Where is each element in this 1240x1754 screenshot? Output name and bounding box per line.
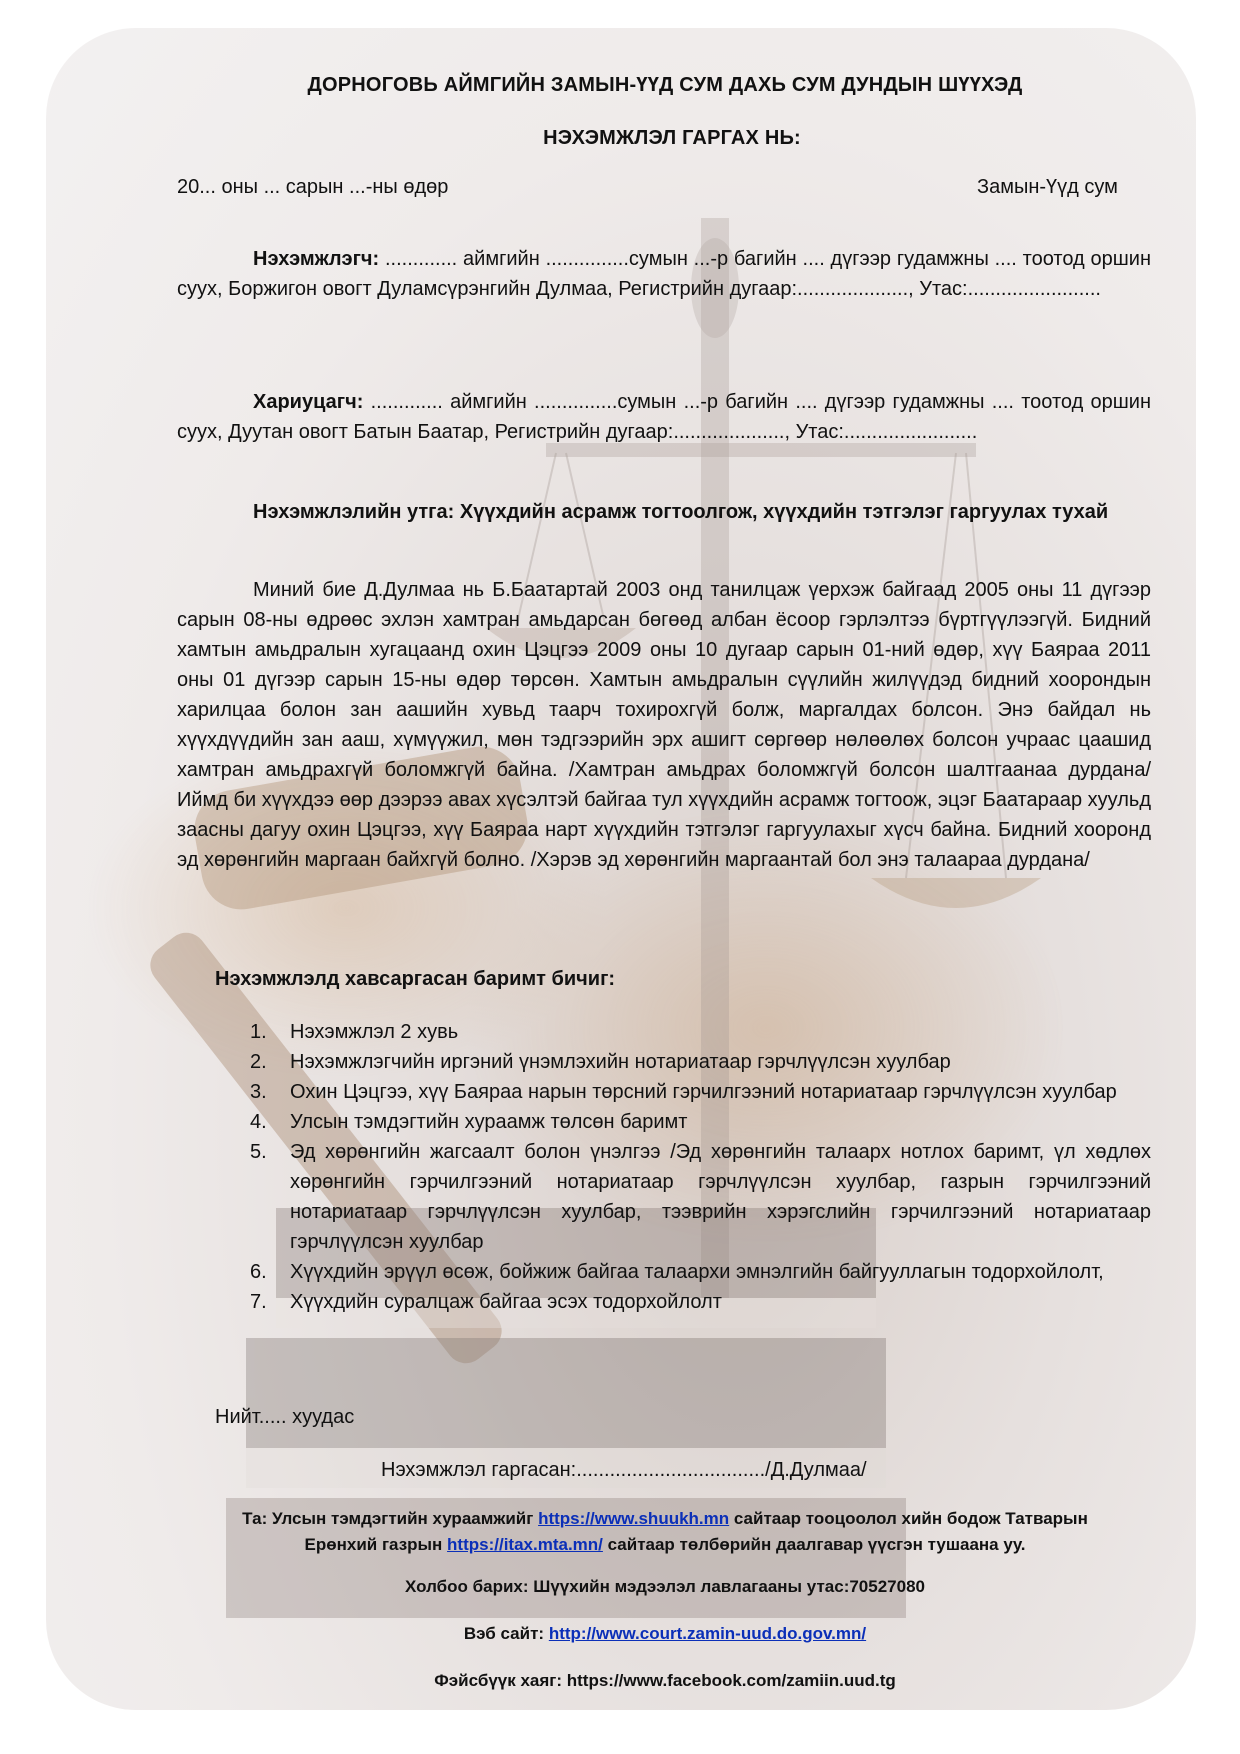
defendant-paragraph <box>177 387 1151 447</box>
plaintiff-paragraph <box>177 244 1151 304</box>
website-label: Вэб сайт: <box>463 1624 549 1643</box>
court-heading: ДОРНОГОВЬ АЙМГИЙН ЗАМЫН-ҮҮД СУМ ДАХЬ СУМ ДУНДЫН ШҮҮХЭД <box>307 74 1023 96</box>
shuukh-link[interactable]: https://www.shuukh.mn <box>538 1509 730 1528</box>
fee-note-text: сайтаар төлбөрийн даалгавар үүсгэн тушаана уу. <box>602 1535 1026 1554</box>
place-line: Замын-Үүд сум <box>977 176 1118 198</box>
defendant-text: ............. аймгийн ...............сумын ...-р багийн .... дүгээр гудамжны .... тоотод оршин суух, Дуутан овогт Батын Баатар, Регистрийн дугаар:...................., Утас:........................ <box>177 391 1151 443</box>
attachments-list <box>250 1017 1151 1317</box>
itax-link[interactable]: https://itax.mta.mn/ <box>447 1535 603 1554</box>
list-item-text: Нэхэмжлэл 2 хувь <box>290 1021 459 1043</box>
list-item-text: Охин Цэцгээ, хүү Баяраа нарын төрсний гэрчилгээний нотариатаар гэрчлүүлсэн хуулбар <box>290 1081 1117 1103</box>
plaintiff-label: Нэхэмжлэгч: <box>253 248 380 270</box>
list-item-text: Хүүхдийн суралцаж байгаа эсэх тодорхойлолт <box>290 1291 722 1313</box>
court-website-link[interactable]: http://www.court.zamin-uud.do.gov.mn/ <box>548 1624 867 1643</box>
fee-note <box>0 1506 1240 1558</box>
list-item-number: 1. <box>250 1021 267 1043</box>
subject-paragraph <box>177 497 1151 527</box>
pages-total: Нийт..... хуудас <box>215 1406 355 1428</box>
document-title: НЭХЭМЖЛЭЛ ГАРГАХ НЬ: <box>543 127 801 149</box>
list-item-number: 3. <box>250 1081 267 1103</box>
list-item-number: 6. <box>250 1261 267 1283</box>
list-item-text: Эд хөрөнгийн жагсаалт болон үнэлгээ /Эд хөрөнгийн талаарх нотлох баримт, үл хөдлөх хөрөнгийн гэрчилгээний нотариатаар гэрчлүүлсэн хуулбар, газрын гэрчилгээний нотариатаар гэрчлүүлсэн хуулбар, тээврийн хэрэгслийн гэрчилгээний нотариатаар гэрчлүүлсэн хуулбар <box>290 1141 1151 1253</box>
list-item <box>250 1137 1151 1257</box>
list-item <box>250 1257 1151 1287</box>
list-item-text: Нэхэмжлэгчийн иргэний үнэмлэхийн нотариатаар гэрчлүүлсэн хуулбар <box>290 1051 951 1073</box>
signature-line: Нэхэмжлэл гаргасан:................................../Д.Дулмаа/ <box>381 1459 867 1481</box>
list-item-number: 4. <box>250 1111 267 1133</box>
facebook-line: Фэйсбүүк хаяг: https://www.facebook.com/zamiin.uud.tg <box>434 1671 896 1690</box>
list-item <box>250 1017 1151 1047</box>
date-line: 20... оны ... сарын ...-ны өдөр <box>177 176 449 198</box>
fee-note-text: Ерөнхий газрын <box>304 1535 448 1554</box>
list-item <box>250 1107 1151 1137</box>
fee-note-text: Та: Улсын тэмдэгтийн хураамжийг <box>242 1509 539 1528</box>
defendant-label: Хариуцагч: <box>253 391 364 413</box>
plaintiff-text: ............. аймгийн ...............сумын ...-р багийн .... дүгээр гудамжны .... тоотод оршин суух, Боржигон овогт Дуламсүрэнгийн Дулмаа, Регистрийн дугаар:...................., Утас:........................ <box>177 248 1151 300</box>
website-line <box>0 1621 1240 1647</box>
attachments-heading: Нэхэмжлэлд хавсаргасан баримт бичиг: <box>215 968 616 990</box>
fee-note-text: сайтаар тооцоолол хийн бодож Татварын <box>729 1509 1088 1528</box>
list-item-text: Хүүхдийн эрүүл өсөж, бойжиж байгаа талаархи эмнэлгийн байгууллагын тодорхойлолт, <box>290 1261 1104 1283</box>
list-item-number: 7. <box>250 1291 267 1313</box>
list-item-text: Улсын тэмдэгтийн хураамж төлсөн баримт <box>290 1111 688 1133</box>
list-item <box>250 1047 1151 1077</box>
body-paragraph: Миний бие Д.Дулмаа нь Б.Баатартай 2003 онд танилцаж үерхэж байгаад 2005 оны 11 дүгээр сарын 08-ны өдрөөс эхлэн хамтран амьдарсан бөгөөд албан ёсоор гэрлэлтээ бүртгүүлээгүй. Бидний хамтын амьдралын хугацаанд охин Цэцгээ 2009 оны 10 дугаар сарын 01-ний өдөр, хүү Баяраа 2011 оны 01 дүгээр сарын 15-ны өдөр төрсөн. Хамтын амьдралын сүүлийн жилүүдэд бидний хоорондын харилцаа болон зан аашийн хувьд таарч тохирохгүй болж, маргалдах болсон. Энэ байдал нь хүүхдүүдийн зан ааш, хүмүүжил, мөн тэдгээрийн эрх ашигт сөргөөр нөлөөлөх болсон учраас цаашид хамтран амьдрахгүй боломжгүй байна. /Хамтран амьдрах боломжгүй болсон шалтгаанаа дурдана/ Иймд би хүүхдээ өөр дээрээ авах хүсэлтэй байгаа тул хүүхдийн асрамж тогтоож, эцэг Баатараар хуульд заасны дагуу охин Цэцгээ, хүү Баяраа нарт хүүхдийн тэтгэлэг гаргуулахыг хүсч байна. Бидний хооронд эд хөрөнгийн маргаан байхгүй болно. /Хэрэв эд хөрөнгийн маргаантай бол энэ талаараа дурдана/ <box>177 579 1151 871</box>
subject-text: Нэхэмжлэлийн утга: Хүүхдийн асрамж тогтоолгож, хүүхдийн тэтгэлэг гаргуулах тухай <box>253 501 1109 523</box>
list-item <box>250 1077 1151 1107</box>
list-item <box>250 1287 1151 1317</box>
list-item-number: 2. <box>250 1051 267 1073</box>
list-item-number: 5. <box>250 1141 267 1163</box>
contact-line: Холбоо барих: Шүүхийн мэдээлэл лавлагааны утас:70527080 <box>405 1577 925 1596</box>
